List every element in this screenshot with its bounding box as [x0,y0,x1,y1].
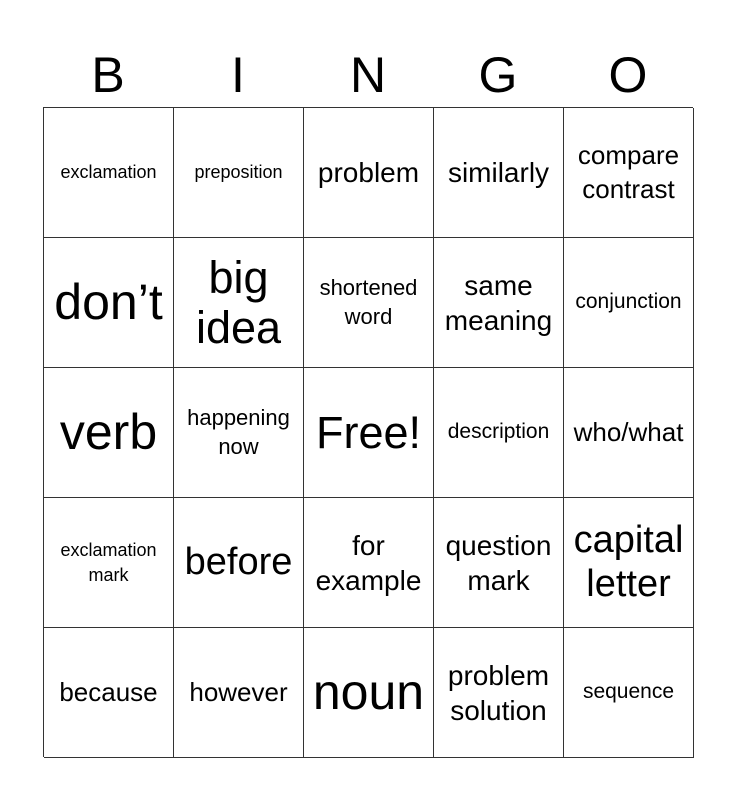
header-letter-g: G [478,47,518,103]
cell-text: exclamation mark [60,540,157,585]
bingo-cell[interactable] [564,238,694,368]
cell-text: happening now [187,404,290,459]
bingo-cell[interactable] [564,628,694,758]
cell-text: exclamation [60,162,157,183]
bingo-cell[interactable] [174,368,304,498]
header-letter-b: B [91,47,125,103]
cell-text: preposition [194,162,283,183]
cell-text: however [189,676,288,707]
bingo-cell[interactable] [304,108,434,238]
bingo-cell[interactable] [44,238,174,368]
header-letter-n: N [349,47,387,103]
free-space-cell[interactable] [304,368,434,498]
bingo-cell[interactable] [304,498,434,628]
cell-text: problem [317,157,420,188]
bingo-cell[interactable] [434,238,564,368]
cell-text: shortened word [319,274,418,329]
cell-text: conjunction [575,290,682,314]
bingo-cell[interactable] [434,108,564,238]
bingo-cell[interactable] [434,498,564,628]
bingo-cell[interactable] [44,368,174,498]
cell-text: because [59,676,158,707]
cell-text: compare contrast [577,139,680,204]
bingo-header [43,42,693,108]
bingo-cell[interactable] [44,108,174,238]
cell-text: sequence [582,680,675,704]
cell-text: don’t [54,274,163,330]
cell-text: who/what [573,416,684,447]
header-letter-o: O [608,47,648,103]
bingo-cell[interactable] [564,108,694,238]
bingo-cell[interactable] [174,108,304,238]
bingo-cell[interactable] [434,368,564,498]
bingo-cell[interactable] [44,498,174,628]
cell-text: similarly [447,157,550,188]
cell-text: capital letter [573,518,684,605]
bingo-cell[interactable] [174,498,304,628]
cell-text: for example [315,529,422,596]
cell-text: big idea [195,252,282,353]
cell-text: problem solution [447,659,550,726]
cell-text: before [184,540,293,583]
bingo-cell[interactable] [174,238,304,368]
bingo-cell[interactable] [304,238,434,368]
cell-text: verb [59,404,158,460]
header-letter-i: I [231,47,245,103]
bingo-cell[interactable] [434,628,564,758]
bingo-cell[interactable] [564,368,694,498]
bingo-cell[interactable] [564,498,694,628]
cell-text: noun [312,664,425,720]
free-space-label: Free! [315,406,422,458]
bingo-cell[interactable] [44,628,174,758]
cell-text: question mark [445,529,552,596]
cell-text: description [447,420,550,444]
bingo-cell[interactable] [304,628,434,758]
bingo-cell[interactable] [174,628,304,758]
cell-text: same meaning [444,269,553,336]
bingo-grid [43,107,693,757]
